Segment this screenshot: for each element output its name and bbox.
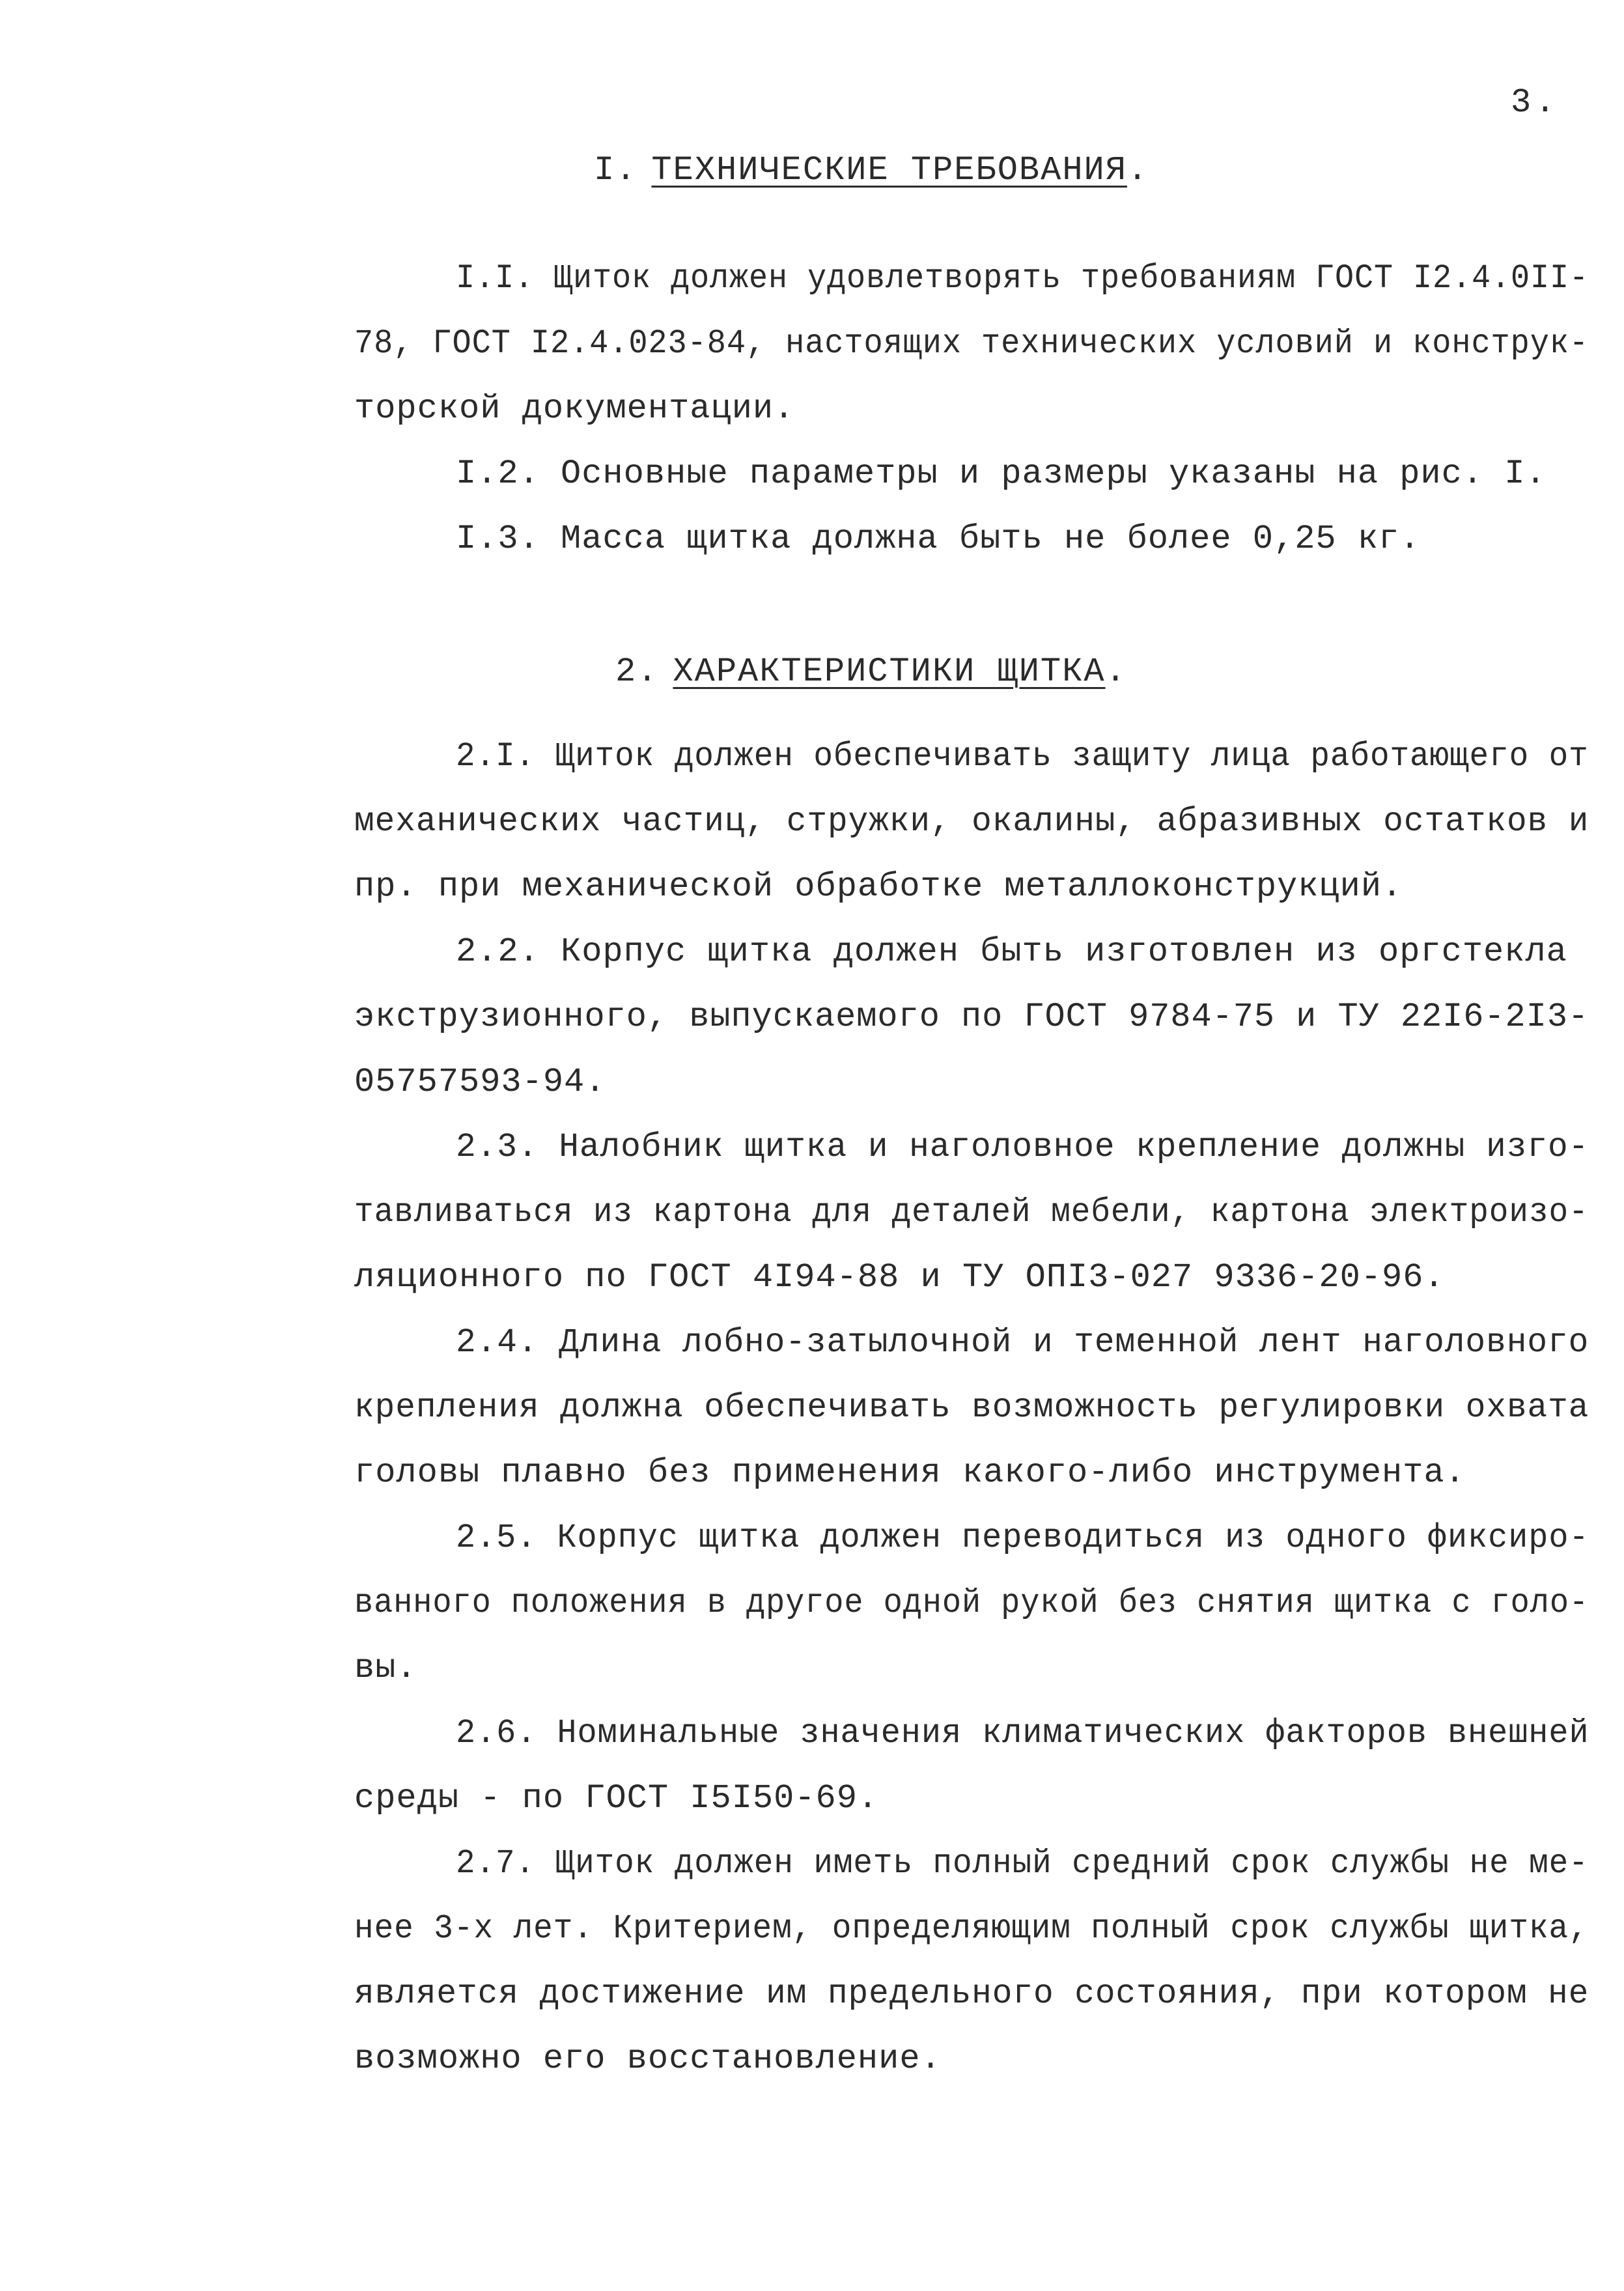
paragraph-line: экструзионного, выпускаемого по ГОСТ 9784-75 и ТУ 22I6-2I3- xyxy=(354,998,1589,1036)
section-2-heading xyxy=(615,653,1624,691)
paragraph-line: 2.2. Корпус щитка должен быть изготовлен из оргстекла xyxy=(456,933,1567,971)
paragraph-line: торской документации. xyxy=(354,389,795,428)
paragraph-line: I.3. Масса щитка должна быть не более 0,25 кг. xyxy=(456,520,1421,558)
paragraph-line: 05757593-94. xyxy=(354,1063,606,1101)
section-1-suffix: . xyxy=(1127,151,1149,190)
paragraph-line: ванного положения в другое одной рукой без снятия щитка с голо- xyxy=(354,1584,1589,1622)
paragraph-line: крепления должна обеспечивать возможность регулировки охвата xyxy=(354,1388,1589,1427)
section-1-number: I. xyxy=(594,151,637,190)
paragraph-line: пр. при механической обработке металлоконструкций. xyxy=(354,867,1403,906)
paragraph-line: среды - по ГОСТ I5I50-69. xyxy=(354,1779,879,1818)
section-2-suffix: . xyxy=(1105,653,1127,691)
paragraph-line: 78, ГОСТ I2.4.023-84, настоящих технических условий и конструк- xyxy=(354,324,1589,363)
paragraph-line: 2.5. Корпус щитка должен переводиться из одного фиксиро- xyxy=(456,1519,1589,1557)
paragraph-line: механических частиц, стружки, окалины, абразивных остатков и xyxy=(354,802,1589,841)
paragraph-line: вы. xyxy=(354,1649,417,1687)
paragraph-line: тавливаться из картона для деталей мебели, картона электроизо- xyxy=(354,1193,1589,1231)
paragraph-line: нее 3-х лет. Критерием, определяющим полный срок службы щитка, xyxy=(354,1909,1589,1948)
section-2-number: 2. xyxy=(615,653,659,691)
section-1-title: ТЕХНИЧЕСКИЕ ТРЕБОВАНИЯ xyxy=(651,151,1127,190)
paragraph-line: головы плавно без применения какого-либо инструмента. xyxy=(354,1454,1466,1492)
paragraph-line: I.2. Основные параметры и размеры указаны на рис. I. xyxy=(456,455,1547,493)
paragraph-line: I.I. Щиток должен удовлетворять требованиям ГОСТ I2.4.0II- xyxy=(456,259,1589,298)
paragraph-line: ляционного по ГОСТ 4I94-88 и ТУ ОПI3-027 9336-20-96. xyxy=(354,1258,1445,1297)
paragraph-line: 2.I. Щиток должен обеспечивать защиту лица работающего от xyxy=(456,737,1589,776)
page-number: 3. xyxy=(1511,83,1560,122)
paragraph-line: 2.6. Номинальные значения климатических факторов внешней xyxy=(456,1714,1589,1752)
paragraph-line: возможно его восстановление. xyxy=(354,2040,942,2078)
paragraph-line: 2.3. Налобник щитка и наголовное крепление должны изго- xyxy=(456,1128,1589,1166)
paragraph-line: 2.7. Щиток должен иметь полный средний срок службы не ме- xyxy=(456,1844,1589,1883)
section-1-heading xyxy=(594,151,1624,190)
paragraph-line: является достижение им предельного состояния, при котором не xyxy=(354,1975,1589,2013)
section-2-title: ХАРАКТЕРИСТИКИ ЩИТКА xyxy=(673,653,1106,691)
paragraph-line: 2.4. Длина лобно-затылочной и теменной лент наголовного xyxy=(456,1323,1589,1362)
